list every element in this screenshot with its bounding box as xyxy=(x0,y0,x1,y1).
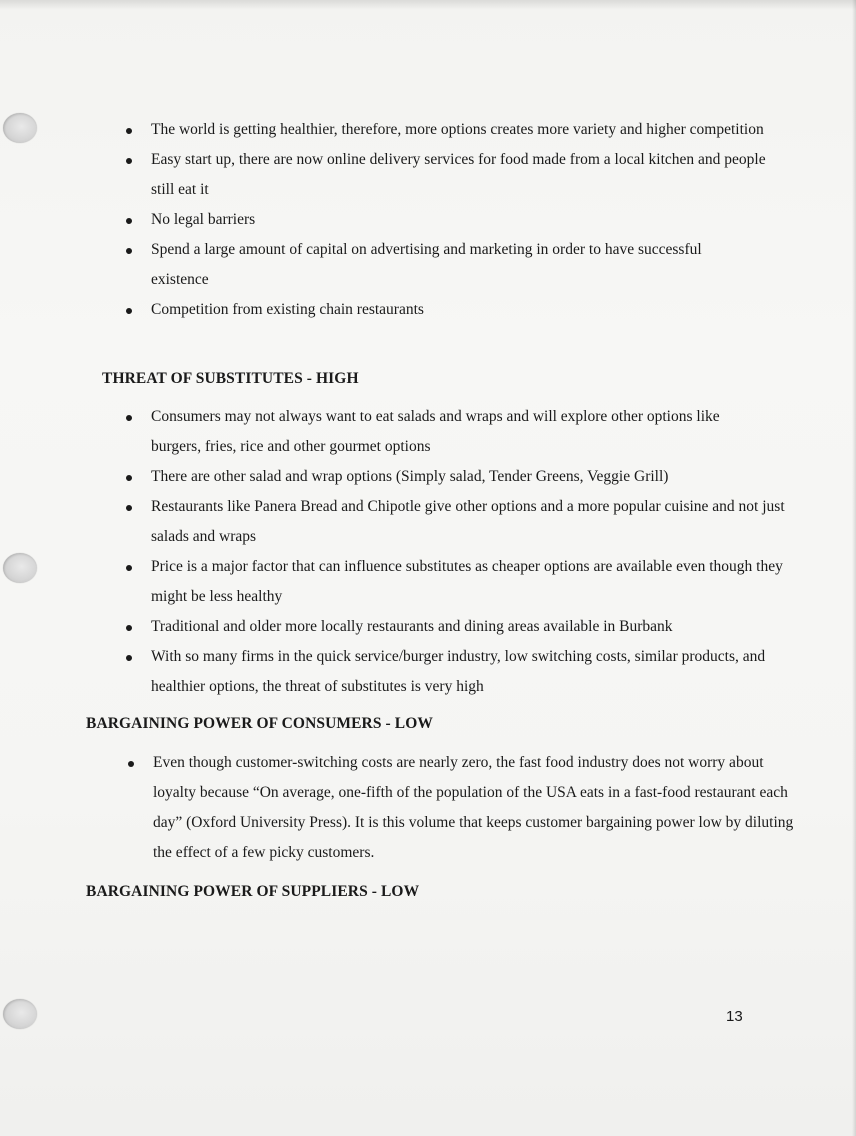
list-item: The world is getting healthier, therefore, more options creates more variety and higher competition xyxy=(126,115,766,145)
list-item: Traditional and older more locally restaurants and dining areas available in Burbank xyxy=(126,612,802,642)
list-item: Spend a large amount of capital on advertising and marketing in order to have successful existence xyxy=(126,235,766,295)
entry-barriers-list xyxy=(126,115,766,325)
list-item: Price is a major factor that can influence substitutes as cheaper options are available even though they might be less healthy xyxy=(126,552,802,612)
section-heading-consumers: BARGAINING POWER OF CONSUMERS - LOW xyxy=(86,715,433,732)
scan-right-edge xyxy=(852,0,856,1136)
scan-top-shadow xyxy=(0,0,856,10)
punch-hole-middle xyxy=(3,553,37,583)
punch-hole-top xyxy=(3,113,37,143)
page-number: 13 xyxy=(726,1008,743,1025)
list-item: Easy start up, there are now online delivery services for food made from a local kitchen and people still eat it xyxy=(126,145,766,205)
list-item: Restaurants like Panera Bread and Chipotle give other options and a more popular cuisine and not just salads and wraps xyxy=(126,492,802,552)
list-item: No legal barriers xyxy=(126,205,766,235)
list-item: Consumers may not always want to eat salads and wraps and will explore other options like burgers, fries, rice and other gourmet options xyxy=(126,402,802,462)
list-item: There are other salad and wrap options (Simply salad, Tender Greens, Veggie Grill) xyxy=(126,462,802,492)
section-heading-substitutes: THREAT OF SUBSTITUTES - HIGH xyxy=(102,370,359,387)
list-item: With so many firms in the quick service/burger industry, low switching costs, similar products, and healthier options, the threat of substitutes is very high xyxy=(126,642,802,702)
substitutes-list xyxy=(126,402,802,702)
section-heading-suppliers: BARGAINING POWER OF SUPPLIERS - LOW xyxy=(86,883,420,900)
punch-hole-bottom xyxy=(3,999,37,1029)
list-item: Even though customer-switching costs are nearly zero, the fast food industry does not worry about loyalty because “On average, one-fifth of the population of the USA eats in a fast-food restaurant each day” (Oxford University Press). It is this volume that keeps customer bargaining power low by diluting the effect of a few picky customers. xyxy=(128,748,796,868)
consumers-list xyxy=(128,748,796,868)
list-item: Competition from existing chain restaurants xyxy=(126,295,766,325)
